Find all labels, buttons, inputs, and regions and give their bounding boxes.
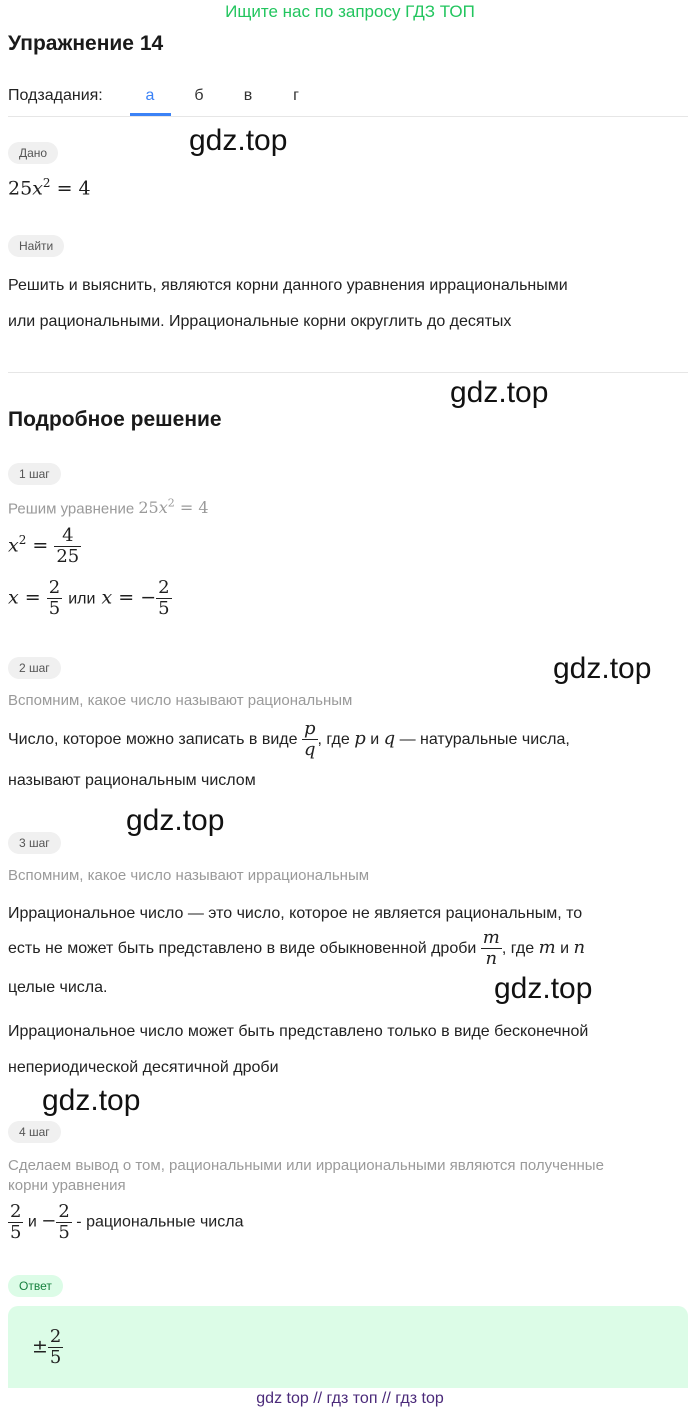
watermark: gdz.top xyxy=(450,376,549,409)
step-1-equation-a: $x^2$ = $\frac{4}{25}$ xyxy=(8,525,80,567)
step-4-conclusion: $\frac{2}{5}$ и − $\frac{2}{5}$ - рациональные числа xyxy=(10,1201,244,1243)
step-3-line1: Иррациональное число — это число, которое не является рациональным, то xyxy=(8,905,583,922)
promo-banner: Ищите нас по запросу ГДЗ ТОП xyxy=(225,2,475,21)
tab-g[interactable]: г xyxy=(293,87,299,104)
step-2-badge: 2 шаг xyxy=(8,657,61,679)
step-4-hint: Сделаем вывод о том, рациональными или иррациональными являются полученные корни уравнения xyxy=(8,1157,604,1194)
step-3-badge: 3 шаг xyxy=(8,832,61,854)
watermark: gdz.top xyxy=(189,124,288,157)
watermark: gdz.top xyxy=(494,972,593,1005)
step-1-roots: x = $\frac{2}{5}$ или x = − $\frac{2}{5}$ xyxy=(8,577,170,619)
subtasks-label: Подзадания: xyxy=(8,87,103,104)
step-4-badge: 4 шаг xyxy=(8,1121,61,1143)
page-title: Упражнение 14 xyxy=(8,32,164,55)
step-3-line5: непериодической десятичной дроби xyxy=(8,1059,279,1076)
answer-box xyxy=(8,1306,688,1388)
footer-links[interactable]: gdz top // гдз топ // гдз top xyxy=(256,1390,444,1407)
given-badge: Дано xyxy=(8,142,58,164)
step-2-line2: называют рациональным числом xyxy=(8,772,256,789)
section-divider xyxy=(8,372,688,373)
answer-value: ± $\frac{2}{5}$ xyxy=(32,1326,62,1368)
solution-title: Подробное решение xyxy=(8,408,222,431)
answer-badge: Ответ xyxy=(8,1275,63,1297)
tab-a[interactable]: а xyxy=(145,87,155,104)
tab-b[interactable]: б xyxy=(194,87,204,104)
tab-v[interactable]: в xyxy=(243,87,253,104)
given-equation: $25x^2 = 4$ xyxy=(8,176,91,200)
step-3-hint: Вспомним, какое число называют иррациональным xyxy=(8,867,370,884)
step-1-badge: 1 шаг xyxy=(8,463,61,485)
step-3-line2: есть не может быть представлено в виде обыкновенной дроби $\frac{m}{n}$ , где m и n xyxy=(8,927,586,970)
step-3-line3: целые числа. xyxy=(8,979,108,996)
watermark: gdz.top xyxy=(42,1084,141,1117)
step-2-line1: Число, которое можно записать в виде $\frac{p}{q}$ , где p и q — натуральные числа, xyxy=(8,718,570,761)
step-1-hint: Решим уравнение $25x^2 = 4$ xyxy=(8,497,209,518)
find-text-line2: или рациональными. Иррациональные корни округлить до десятых xyxy=(8,313,512,330)
step-3-line4: Иррациональное число может быть представлено только в виде бесконечной xyxy=(8,1023,589,1040)
watermark: gdz.top xyxy=(126,804,225,837)
find-text-line1: Решить и выяснить, являются корни данного уравнения иррациональными xyxy=(8,277,568,294)
watermark: gdz.top xyxy=(553,652,652,685)
find-badge: Найти xyxy=(8,235,64,257)
step-2-hint: Вспомним, какое число называют рациональным xyxy=(8,692,353,709)
subtasks-divider xyxy=(8,116,688,117)
